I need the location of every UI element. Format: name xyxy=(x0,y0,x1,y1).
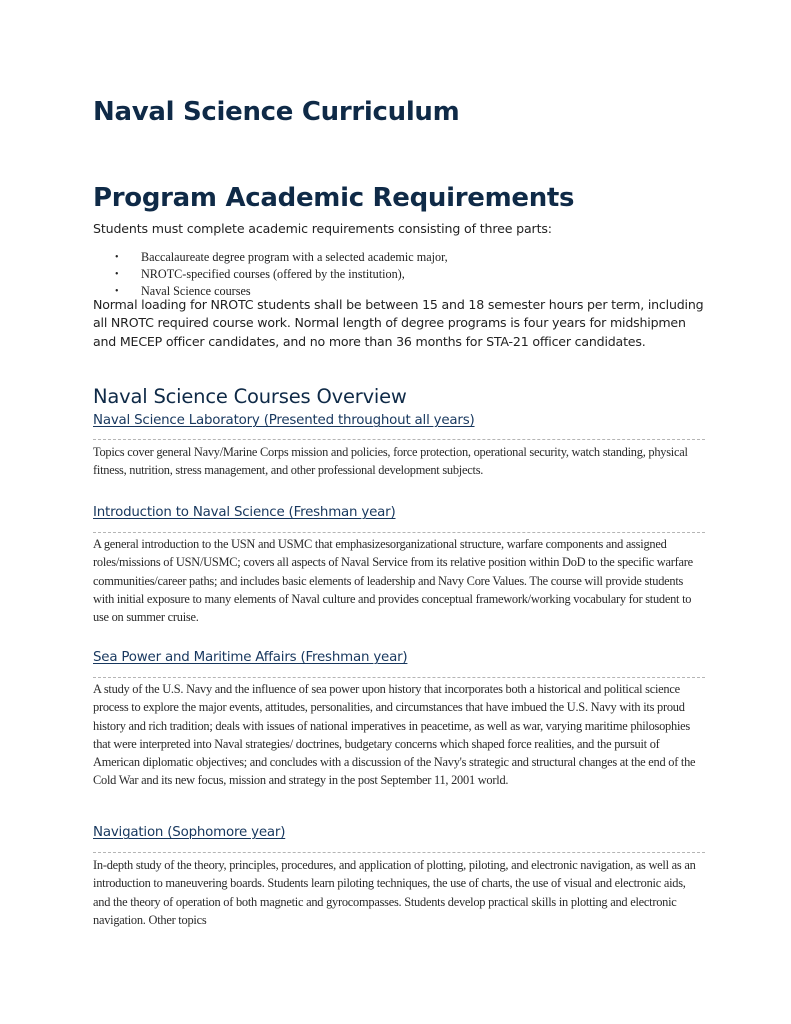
divider xyxy=(93,532,705,533)
divider xyxy=(93,677,705,678)
course-title-intro[interactable]: Introduction to Naval Science (Freshman year) xyxy=(93,505,396,520)
divider xyxy=(93,439,705,440)
course-description-lab: Topics cover general Navy/Marine Corps mission and policies, force protection, operational security, watch standing, physical fitness, nutrition, stress management, and other professional development subjects. xyxy=(93,445,688,478)
list-item-text: Baccalaureate degree program with a selected academic major, xyxy=(141,250,448,264)
bullet-icon: • xyxy=(115,286,119,297)
list-item-text: NROTC-specified courses (offered by the institution), xyxy=(141,267,405,281)
requirements-list xyxy=(115,249,448,300)
course-description-sea-power: A study of the U.S. Navy and the influence of sea power upon history that incorporates both a historical and political science process to explore the major events, attitudes, personalities, and circumstances that have imbued the U.S. Navy with its proud history and rich tradition; deals with issues of national imperatives in peacetime, as well as war, varying maritime philosophies that were interpreted into Naval strategies/ doctrines, budgetary concerns which shaped force realities, and the pursuit of American diplomatic objectives; and concludes with a discussion of the Navy's strategic and structural changes at the end of the Cold War and its new focus, mission and strategy in the post September 11, 2001 world. xyxy=(93,682,696,788)
overview-heading: Naval Science Courses Overview xyxy=(93,385,407,408)
loading-paragraph: Normal loading for NROTC students shall be between 15 and 18 semester hours per term, including all NROTC required course work. Normal length of degree programs is four years for midshipmen and MECEP officer candidates, and no more than 36 months for STA-21 officer candidates. xyxy=(93,297,704,349)
bullet-icon: • xyxy=(115,269,119,280)
course-title-navigation[interactable]: Navigation (Sophomore year) xyxy=(93,825,286,840)
page-title: Naval Science Curriculum xyxy=(93,97,460,127)
divider xyxy=(93,852,705,853)
bullet-icon: • xyxy=(115,252,119,263)
course-title-lab[interactable]: Naval Science Laboratory (Presented throughout all years) xyxy=(93,413,475,428)
list-item-text: Naval Science courses xyxy=(141,284,251,298)
requirements-intro: Students must complete academic requirements consisting of three parts: xyxy=(93,221,552,236)
list-item xyxy=(115,266,448,283)
course-description-intro: A general introduction to the USN and USMC that emphasizesorganizational structure, warfare components and assigned roles/missions of USN/USMC; covers all aspects of Naval Service from its relative position within DoD to the specific warfare communities/career paths; and includes basic elements of leadership and Navy Core Values. The course will provide students with initial exposure to many elements of Naval culture and provides conceptual framework/working vocabulary for student to use on summer cruise. xyxy=(93,537,693,625)
course-description-navigation: In-depth study of the theory, principles, procedures, and application of plotting, piloting, and electronic navigation, as well as an introduction to maneuvering boards. Students learn piloting techniques, the use of charts, the use of visual and electronic aids, and the theory of operation of both magnetic and gyrocompasses. Students develop practical skills in plotting and electronic navigation. Other topics xyxy=(93,858,696,927)
requirements-heading: Program Academic Requirements xyxy=(93,183,575,213)
list-item xyxy=(115,249,448,266)
course-title-sea-power[interactable]: Sea Power and Maritime Affairs (Freshman year) xyxy=(93,650,408,665)
